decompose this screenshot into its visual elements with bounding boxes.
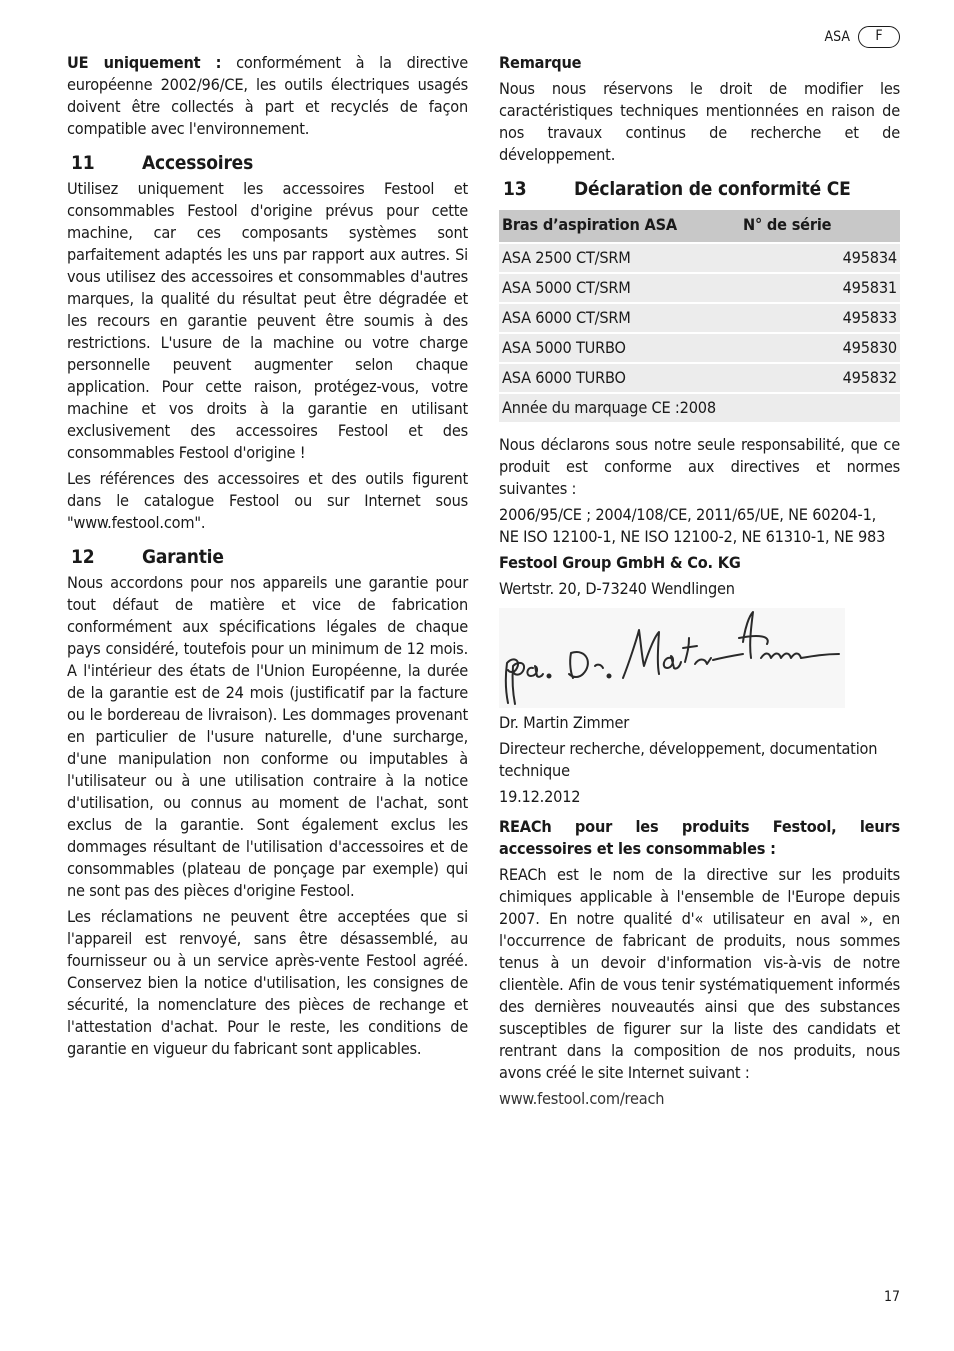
section-12-heading xyxy=(71,544,468,570)
reach-title: REACh pour les produits Festool, leurs accessoires et les consommables : xyxy=(499,817,900,858)
declaration-text: Nous déclarons sous notre seule responsabilité, que ce produit est conforme aux directives et normes suivantes : xyxy=(499,435,900,498)
conformity-table-header xyxy=(499,210,900,243)
serial-cell: 495832 xyxy=(740,363,900,393)
table-row xyxy=(499,333,900,363)
serial-cell: 495830 xyxy=(740,333,900,363)
column-header-model: Bras d’aspiration ASA xyxy=(499,210,740,243)
company-address: Wertstr. 20, D-73240 Wendlingen xyxy=(499,579,735,598)
signature-date: 19.12.2012 xyxy=(499,787,581,806)
company-name: Festool Group GmbH & Co. KG xyxy=(499,553,741,572)
signature-image xyxy=(499,608,845,708)
serial-cell: 495833 xyxy=(740,303,900,333)
section-13-number: 13 xyxy=(503,178,527,200)
ce-marking-year: Année du marquage CE :2008 xyxy=(499,393,900,422)
table-row xyxy=(499,273,900,303)
weee-text: conformément à la directive européenne 2002/96/CE, les outils électriques usagés doivent être collectés à part et recyclés de façon compatible avec l'environnement. xyxy=(67,53,468,138)
warranty-paragraph-1: Nous accordons pour nos appareils une garantie pour tout défaut de matière et vice de fabrication conformément aux spécifications légales de chaque pays considéré, toutefois pour un minimum de 12 mois. A l'intérieur des états de l'Union Européenne, la durée de la garantie est de 24 mois (justificatif par la facture ou le bordereau de livraison). Les dommages provenant en particulier de l'usure naturelle, d'une surcharge, d'une manipulation non conforme ou imputables à l'utilisateur ou à une utilisation contraire à la notice d'utilisation, ou connus au moment de l'achat, sont exclus de la garantie. Sont également exclus les dommages résultant de l'utilisation d'accessoires et de consommables (plateau de ponçage par exemple) qui ne sont pas des pièces d'origine Festool. xyxy=(67,573,468,900)
model-cell: ASA 2500 CT/SRM xyxy=(499,243,740,273)
signer-name: Dr. Martin Zimmer xyxy=(499,713,629,732)
section-12-title: Garantie xyxy=(142,546,224,568)
page-header xyxy=(825,26,900,48)
remark-title: Remarque xyxy=(499,53,582,72)
conformity-table xyxy=(499,210,900,422)
section-11-title: Accessoires xyxy=(142,152,254,174)
page-number: 17 xyxy=(883,1289,900,1305)
accessories-paragraph-1: Utilisez uniquement les accessoires Festool et consommables Festool d'origine prévus pour cette machine, car ces composants systèmes sont parfaitement adaptés les uns par rapport aux autres. Si vous utilisez des accessoires et consommables d'autres marques, la qualité du résultat peut être dégradée et les recours en garantie peuvent être soumis à des restrictions. L'usure de la machine ou votre charge personnelle peuvent augmenter selon chaque application. Pour cette raison, protégez-vous, votre machine et vos droits à la garantie en utilisant exclusivement des accessoires Festool et des consommables Festool d'origine ! xyxy=(67,179,468,462)
model-cell: ASA 5000 TURBO xyxy=(499,333,740,363)
reach-text: REACh est le nom de la directive sur les produits chimiques applicable à l'ensemble de l'Europe depuis 2007. En notre qualité d'« utilisateur en aval », en l'occurrence de fabricant de produits, nous sommes tenus à un devoir d'information vis-à-vis de notre clientèle. Afin de vous tenir systématiquement informés des dernières nouveautés ainsi que des substances susceptibles de figurer sur la liste des candidats et rentrant dans la composition de nos produits, nous avons créé le site Internet suivant : xyxy=(499,865,900,1082)
table-footer-row xyxy=(499,393,900,422)
weee-label: UE uniquement : xyxy=(67,53,222,72)
accessories-paragraph-2: Les références des accessoires et des outils figurent dans le catalogue Festool ou sur Internet sous "www.festool.com". xyxy=(67,469,468,532)
model-cell: ASA 6000 TURBO xyxy=(499,363,740,393)
left-column xyxy=(67,52,468,1064)
section-11-heading xyxy=(71,150,468,176)
language-badge: F xyxy=(858,26,900,48)
serial-cell: 495831 xyxy=(740,273,900,303)
column-header-serial: N° de série xyxy=(740,210,900,243)
reach-link[interactable]: www.festool.com/reach xyxy=(499,1089,665,1108)
section-11-number: 11 xyxy=(71,152,95,174)
table-row xyxy=(499,363,900,393)
norms-list: 2006/95/CE ; 2004/108/CE, 2011/65/UE, NE 60204-1, NE ISO 12100-1, NE ISO 12100-2, NE 61310-1, NE 983 xyxy=(499,505,886,546)
weee-notice xyxy=(67,52,468,140)
model-cell: ASA 5000 CT/SRM xyxy=(499,273,740,303)
table-row xyxy=(499,303,900,333)
right-column xyxy=(499,52,900,1114)
model-cell: ASA 6000 CT/SRM xyxy=(499,303,740,333)
serial-cell: 495834 xyxy=(740,243,900,273)
warranty-paragraph-2: Les réclamations ne peuvent être acceptées que si l'appareil est renvoyé, sans être désassemblé, au fournisseur ou à un service après-vente Festool agréé. Conservez bien la notice d'utilisation, les consignes de sécurité, la nomenclature des pièces de rechange et l'attestation d'achat. Pour le reste, les conditions de garantie en vigueur du fabricant sont applicables. xyxy=(67,907,468,1058)
section-13-title: Déclaration de conformité CE xyxy=(574,178,851,200)
section-13-heading xyxy=(503,176,900,202)
section-12-number: 12 xyxy=(71,546,95,568)
table-row xyxy=(499,243,900,273)
header-product: ASA xyxy=(824,29,850,45)
remark-text: Nous nous réservons le droit de modifier les caractéristiques techniques mentionnées en raison de nos travaux continus de recherche et de développement. xyxy=(499,79,900,164)
signer-role: Directeur recherche, développement, documentation technique xyxy=(499,739,878,780)
